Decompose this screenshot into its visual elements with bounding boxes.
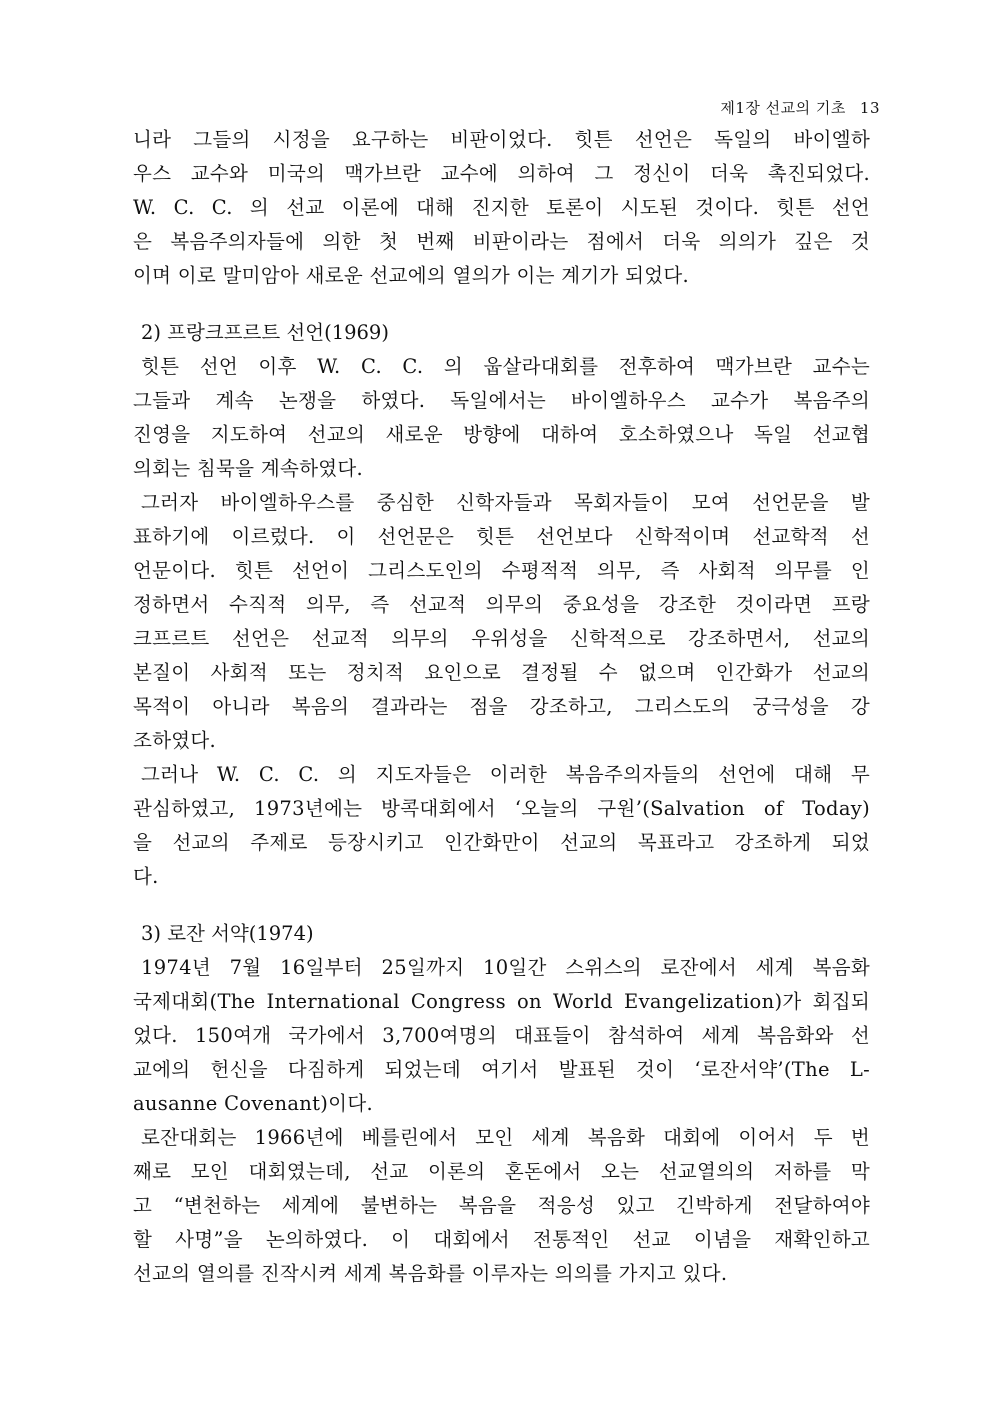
body-line: 었다. 150여개 국가에서 3,700여명의 대표들이 참석하여 세계 복음화와 선 — [133, 1024, 870, 1047]
body-line: 언문이다. 힛튼 선언이 그리스도인의 수평적적 의무, 즉 사회적 의무를 인 — [133, 559, 870, 582]
body-line: 목적이 아니라 복음의 결과라는 점을 강조하고, 그리스도의 궁극성을 강 — [133, 695, 870, 718]
body-line: 그러나 W. C. C. 의 지도자들은 이러한 복음주의자들의 선언에 대해 무 — [141, 763, 870, 786]
body-line: 의회는 침묵을 계속하였다. — [133, 457, 364, 480]
body-line: 본질이 사회적 또는 정치적 요인으로 결정될 수 없으며 인간화가 선교의 — [133, 661, 870, 684]
body-line: 다. — [133, 865, 159, 888]
body-line: 그들과 계속 논쟁을 하였다. 독일에서는 바이엘하우스 교수가 복음주의 — [133, 389, 870, 412]
page-number: 13 — [859, 99, 880, 117]
body-line: ausanne Covenant)이다. — [133, 1092, 373, 1115]
body-line: 선교의 열의를 진작시켜 세계 복음화를 이루자는 의의를 가지고 있다. — [133, 1262, 728, 1285]
body-line: 째로 모인 대회였는데, 선교 이론의 혼돈에서 오는 선교열의의 저하를 막 — [133, 1160, 870, 1183]
body-line: 정하면서 수직적 의무, 즉 선교적 의무의 중요성을 강조한 것이라면 프랑 — [133, 593, 870, 616]
body-line: 을 선교의 주제로 등장시키고 인간화만이 선교의 목표라고 강조하게 되었 — [133, 831, 870, 854]
chapter-title: 제1장 선교의 기초 — [720, 99, 846, 117]
body-line: 로잔대회는 1966년에 베를린에서 모인 세계 복음화 대회에 이어서 두 번 — [141, 1126, 870, 1149]
body-line: 국제대회(The International Congress on World Evangelization)가 회집되 — [133, 990, 870, 1013]
section-heading: 3) 로잔 서약(1974) — [141, 922, 314, 945]
body-line: 이며 이로 말미암아 새로운 선교에의 열의가 이는 계기가 되었다. — [133, 264, 690, 287]
body-line: 니라 그들의 시정을 요구하는 비판이었다. 힛튼 선언은 독일의 바이엘하 — [133, 128, 870, 151]
body-line: 1974년 7월 16일부터 25일까지 10일간 스위스의 로잔에서 세계 복음화 — [141, 956, 870, 979]
body-line: 우스 교수와 미국의 맥가브란 교수에 의하여 그 정신이 더욱 촉진되었다. — [133, 162, 870, 185]
body-line: 관심하였고, 1973년에는 방콕대회에서 ‘오늘의 구원’(Salvation of Today) — [133, 797, 870, 820]
body-line: 힛튼 선언 이후 W. C. C. 의 웁살라대회를 전후하여 맥가브란 교수는 — [141, 355, 870, 378]
body-line: 표하기에 이르렀다. 이 선언문은 힛튼 선언보다 신학적이며 선교학적 선 — [133, 525, 870, 548]
running-header — [720, 97, 880, 118]
body-line: 조하였다. — [133, 729, 217, 752]
body-line: 교에의 헌신을 다짐하게 되었는데 여기서 발표된 것이 ‘로잔서약’(The L- — [133, 1058, 870, 1081]
body-line: 진영을 지도하여 선교의 새로운 방향에 대하여 호소하였으나 독일 선교협 — [133, 423, 870, 446]
body-line: 은 복음주의자들에 의한 첫 번째 비판이라는 점에서 더욱 의의가 깊은 것 — [133, 230, 870, 253]
body-line: W. C. C. 의 선교 이론에 대해 진지한 토론이 시도된 것이다. 힛튼 선언 — [133, 196, 870, 219]
body-line: 고 “변천하는 세계에 불변하는 복음을 적응성 있고 긴박하게 전달하여야 — [133, 1194, 870, 1217]
body-line: 크프르트 선언은 선교적 의무의 우위성을 신학적으로 강조하면서, 선교의 — [133, 627, 870, 650]
body-line: 할 사명”을 논의하였다. 이 대회에서 전통적인 선교 이념을 재확인하고 — [133, 1228, 870, 1251]
section-heading: 2) 프랑크프르트 선언(1969) — [141, 321, 389, 344]
body-line: 그러자 바이엘하우스를 중심한 신학자들과 목회자들이 모여 선언문을 발 — [141, 491, 870, 514]
